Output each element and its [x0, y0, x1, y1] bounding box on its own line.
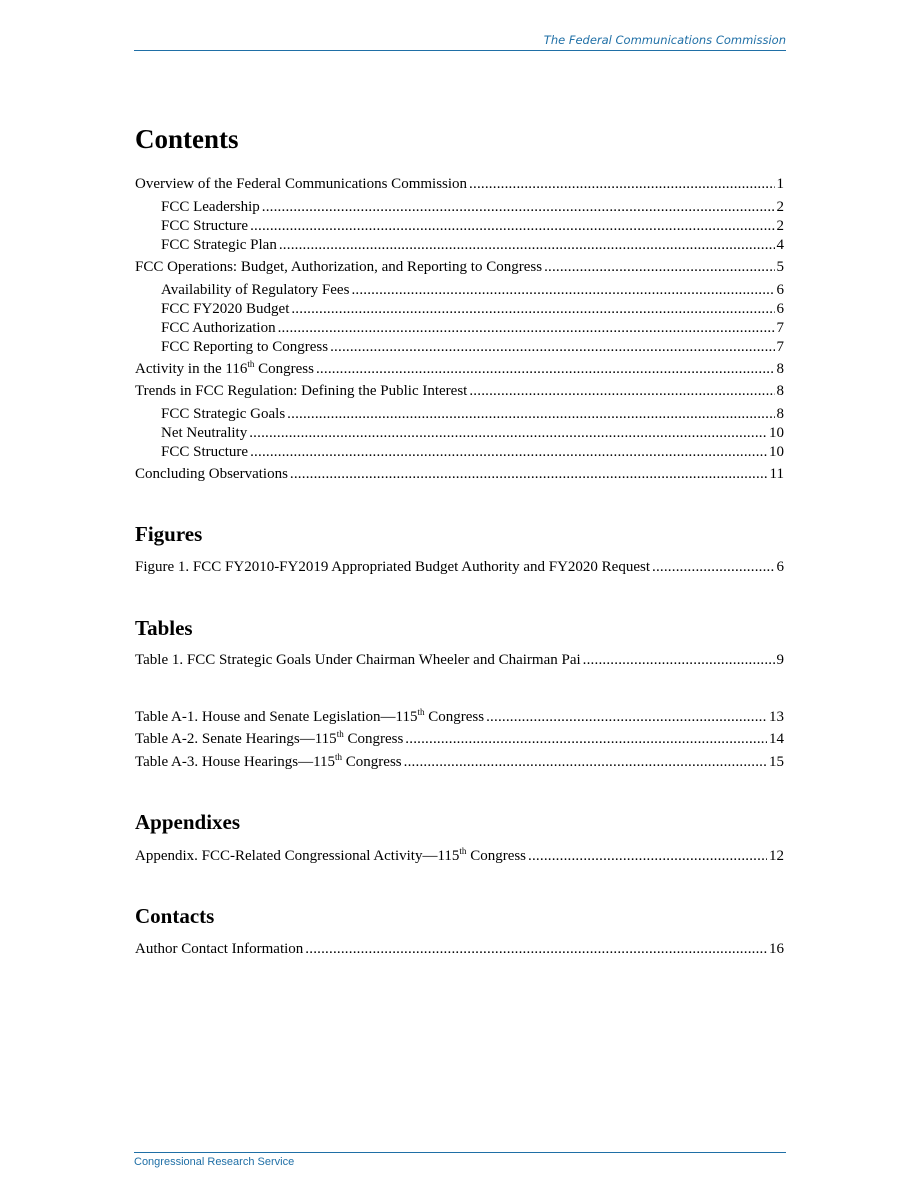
running-header: The Federal Communications Commission	[134, 33, 786, 51]
toc-entry[interactable]: FCC Strategic Goals ..... 8	[161, 405, 784, 423]
toc-entry[interactable]: FCC Leadership ..... 2	[161, 198, 784, 216]
toc-entry[interactable]: Concluding Observations ..... 11	[135, 465, 784, 483]
toc-entry[interactable]: FCC Structure ..... 2	[161, 217, 784, 235]
contacts-heading: Contacts	[135, 904, 215, 928]
figures-heading: Figures	[135, 522, 203, 546]
contents-heading: Contents	[135, 124, 239, 154]
toc-entry[interactable]: Activity in the 116th Congress ..... 8	[135, 360, 784, 378]
toc-entry[interactable]: Trends in FCC Regulation: Defining the Public Interest ..... 8	[135, 382, 784, 400]
figure-entry[interactable]: Figure 1. FCC FY2010-FY2019 Appropriated Budget Authority and FY2020 Request ..... 6	[135, 558, 784, 576]
toc-entry[interactable]: FCC Reporting to Congress ..... 7	[161, 338, 784, 356]
table-entry[interactable]: Table A-3. House Hearings—115th Congress ..... 15	[135, 753, 784, 771]
toc-entry[interactable]: FCC Structure ..... 10	[161, 443, 784, 461]
toc-entry[interactable]: Net Neutrality ..... 10	[161, 424, 784, 442]
toc-entry[interactable]: FCC Strategic Plan ..... 4	[161, 236, 784, 254]
table-entry[interactable]: Table A-2. Senate Hearings—115th Congress ..... 14	[135, 730, 784, 748]
appendixes-heading: Appendixes	[135, 810, 241, 834]
table-entry[interactable]: Table 1. FCC Strategic Goals Under Chairman Wheeler and Chairman Pai ..... 9	[135, 651, 784, 669]
table-entry[interactable]: Table A-1. House and Senate Legislation—115th Congress ..... 13	[135, 708, 784, 726]
toc-entry[interactable]: FCC FY2020 Budget ..... 6	[161, 300, 784, 318]
contact-entry[interactable]: Author Contact Information ..... 16	[135, 940, 784, 958]
tables-heading: Tables	[135, 616, 193, 640]
toc-entry[interactable]: Overview of the Federal Communications Commission ..... 1	[135, 175, 784, 193]
toc-entry[interactable]: Availability of Regulatory Fees ..... 6	[161, 281, 784, 299]
toc-entry[interactable]: FCC Authorization ..... 7	[161, 319, 784, 337]
toc-entry[interactable]: FCC Operations: Budget, Authorization, and Reporting to Congress ..... 5	[135, 258, 784, 276]
appendix-entry[interactable]: Appendix. FCC-Related Congressional Activity—115th Congress ..... 12	[135, 847, 784, 865]
running-footer: Congressional Research Service	[134, 1152, 786, 1168]
